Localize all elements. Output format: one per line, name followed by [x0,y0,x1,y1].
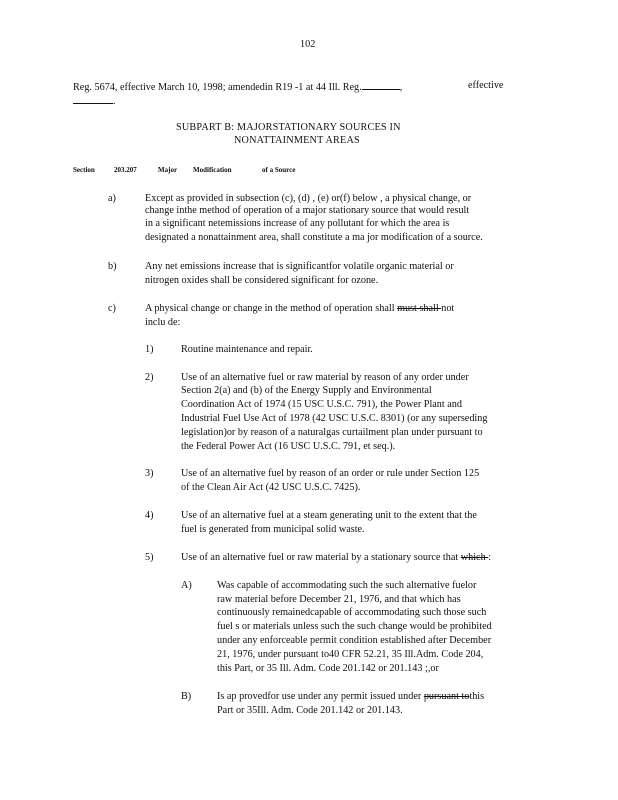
item-4-line: fuel is generated from municipal solid waste. [181,524,365,535]
section-title-3: of a Source [262,166,296,174]
section-title-1: Major [158,166,178,174]
item-5-text: Use of an alternative fuel or raw material by a stationary source that [181,552,461,563]
reg-effective-date [73,94,116,108]
sub-b-line1 [217,691,484,703]
item-3-line: of the Clean Air Act (42 USC U.S.C. 7425). [181,482,361,493]
para-c-text-end: not [441,303,455,314]
item-1-text: Routine maintenance and repair. [181,344,313,355]
para-b-label: b) [108,261,117,272]
para-b-line: Any net emissions increase that is significantfor volatile organic material or [145,261,454,272]
item-5-text-end: : [488,552,492,563]
para-b-line: nitrogen oxides shall be considered significant for ozone. [145,275,379,286]
item-5-struck-text: which [460,552,489,563]
item-2-line: Coordination Act of 1974 (15 USC U.S.C. 791), the Power Plant and [181,399,462,410]
item-5-line1 [181,552,491,564]
reg-effective: effective [468,80,504,91]
para-c-struck-text: must shall [397,303,442,314]
sub-b-text-end: this [469,691,485,702]
reg-comma: , [399,82,403,93]
reg-history-text: Reg. 5674, effective March 10, 1998; amendedin R19 -1 at 44 Ill. Reg. [73,82,362,93]
subpart-heading-line1: SUBPART B: MAJORSTATIONARY SOURCES IN [176,122,401,133]
para-c-line: inclu de: [145,317,181,328]
item-2-line: Section 2(a) and (b) of the Energy Supply and Environmental [181,385,432,396]
sub-a-line: under any enforceable permit condition established after December [217,635,492,646]
para-c-label: c) [108,303,116,314]
page-number: 102 [300,39,316,50]
sub-b-line: Part or 35Ill. Adm. Code 201.142 or 201.143. [217,705,403,716]
sub-a-line: continuously remainedcapable of accommodating such those such [217,607,487,618]
sub-a-line: Was capable of accommodating such the such alternative fuelor [217,580,477,591]
reg-blank [362,80,400,90]
item-2-line: the Federal Power Act (16 USC U.S.C. 791, et seq.). [181,441,396,452]
sub-b-label: B) [181,691,192,702]
item-5-label: 5) [145,552,154,563]
item-2-line: legislation)or by reason of a naturalgas curtailment plan under pursuant to [181,427,483,438]
para-a-line: Except as provided in subsection (c), (d) , (e) or(f) below , a physical change, or [145,193,472,204]
section-number: 203.207 [114,166,137,174]
item-2-line: Use of an alternative fuel or raw material by reason of any order under [181,372,469,383]
item-2-label: 2) [145,372,154,383]
sub-a-line: fuel s or materials unless such the such change would be prohibited [217,621,492,632]
sub-a-line: raw material before December 21, 1976, and that which has [217,594,461,605]
item-4-line: Use of an alternative fuel at a steam generating unit to the extent that the [181,510,477,521]
sub-a-line: 21, 1976, under pursuant to40 CFR 52.21, 35 Ill.Adm. Code 204, [217,649,484,660]
sub-b-struck-text: pursuant to [423,691,470,702]
item-3-label: 3) [145,468,154,479]
reg-history-line [73,80,402,94]
section-title-2: Modification [193,166,232,174]
item-4-label: 4) [145,510,154,521]
effective-date-blank [73,94,113,104]
item-1-label: 1) [145,344,154,355]
section-label: Section [73,166,95,174]
para-c-line1 [145,303,454,315]
para-a-line: designated a nonattainment area, shall constitute a ma jor modification of a source. [145,232,483,243]
sub-a-line: this Part, or 35 Ill. Adm. Code 201.142 or 201.143 ;,or [217,663,439,674]
sub-b-text: Is ap provedfor use under any permit issued under [217,691,424,702]
para-a-line: change inthe method of operation of a major stationary source that would result [145,205,470,216]
para-a-line: in a significant netemissions increase of any pollutant for which the area is [145,218,450,229]
para-a-label: a) [108,193,116,204]
para-c-text: A physical change or change in the method of operation shall [145,303,398,314]
reg-tail: . [113,96,116,107]
item-2-line: Industrial Fuel Use Act of 1978 (42 USC U.S.C. 8301) (or any superseding [181,413,488,424]
sub-a-label: A) [181,580,192,591]
item-3-line: Use of an alternative fuel by reason of an order or rule under Section 125 [181,468,480,479]
subpart-heading-line2: NONATTAINMENT AREAS [234,135,360,146]
